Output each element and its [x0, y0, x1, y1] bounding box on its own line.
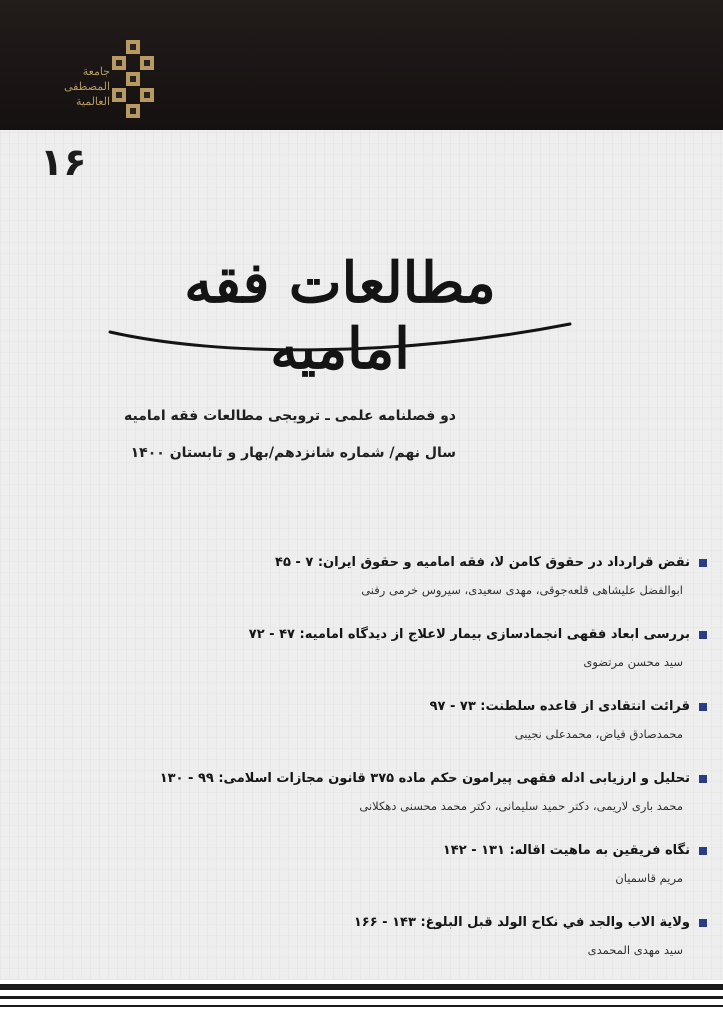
toc-entry — [147, 915, 707, 957]
toc-entry-authors: محمد باری لاریمی، دکتر حمید سلیمانی، دکتر محمد محسنی دهکلانی — [359, 799, 683, 813]
toc-entry-authors: سید مهدی المحمدی — [587, 943, 683, 957]
bullet-icon — [699, 703, 707, 711]
toc-entry-authors: سید محسن مرتضوی — [583, 655, 683, 669]
toc-entry — [147, 771, 707, 813]
toc-entry — [147, 627, 707, 669]
toc-entry-authors: مریم قاسمیان — [615, 871, 683, 885]
toc-entry-title: قرائت انتقادی از قاعده سلطنت: ۷۳ - ۹۷ — [429, 699, 690, 714]
bullet-icon — [699, 631, 707, 639]
issue-number: ۱۶ — [40, 140, 87, 184]
bullet-icon — [699, 559, 707, 567]
bullet-icon — [699, 775, 707, 783]
toc-entry-title: نگاه فریقین به ماهیت اقاله: ۱۳۱ - ۱۴۲ — [442, 843, 690, 858]
bullet-icon — [699, 919, 707, 927]
toc-entry-title: تحلیل و ارزیابی ادله فقهی پیرامون حکم ماده ۳۷۵ قانون مجازات اسلامی: ۹۹ - ۱۳۰ — [159, 771, 690, 786]
toc-entry-authors: محمدصادق فیاض، محمدعلی نجیبی — [514, 727, 683, 741]
toc-entry-title: ولایة الاب والجد في نكاح الولد قبل البلوغ: ۱۴۳ - ۱۶۶ — [353, 915, 690, 930]
title-flourish-icon — [100, 262, 580, 357]
toc-entry — [147, 555, 707, 597]
bullet-icon — [699, 847, 707, 855]
logo-text — [30, 64, 110, 109]
toc-entry-title: بررسی ابعاد فقهی انجمادسازی بیمار لاعلاج از دیدگاه امامیه: ۴۷ - ۷۲ — [248, 627, 690, 642]
logo-text-line-2: المصطفی — [63, 80, 110, 93]
issue-line: سال نهم/ شماره شانزدهم/بهار و تابستان ۱۴۰۰ — [130, 445, 456, 461]
toc-entry — [147, 843, 707, 885]
toc-entry-title: نقض قرارداد در حقوق کامن لا، فقه امامیه و حقوق ایران: ۷ - ۴۵ — [275, 555, 690, 570]
logo-text-line-3: العالمية — [76, 95, 110, 108]
journal-subtitle: دو فصلنامه علمی ـ ترویجی مطالعات فقه امامیه — [124, 408, 456, 424]
university-logo — [30, 38, 160, 122]
footer-rule — [0, 996, 723, 999]
footer-rule — [0, 1005, 723, 1007]
footer-rule — [0, 984, 723, 990]
logo-text-line-1: جامعة — [82, 65, 110, 78]
journal-title: مطالعات فقه امامیه — [184, 250, 496, 382]
logo-mark-icon — [104, 38, 162, 122]
toc-entry — [147, 699, 707, 741]
toc-entry-authors: ابوالفضل علیشاهی قلعه‌جوقی، مهدی سعیدی، سیروس خرمی رفنی — [361, 583, 683, 597]
